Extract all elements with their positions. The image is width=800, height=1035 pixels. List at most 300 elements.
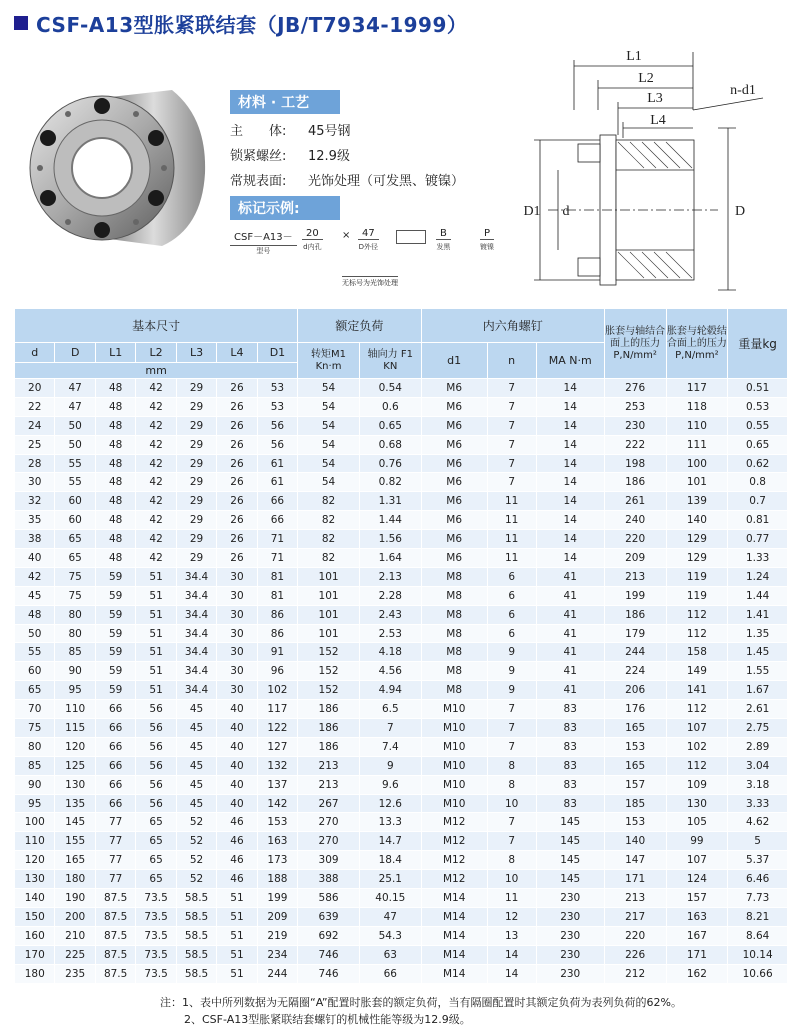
table-cell: 10 bbox=[487, 794, 536, 813]
table-cell: 54 bbox=[298, 473, 360, 492]
header-hex-screw: 内六角螺钉 bbox=[421, 309, 604, 343]
table-cell: 1.31 bbox=[359, 492, 421, 511]
table-cell: 4.18 bbox=[359, 643, 421, 662]
table-cell: 42 bbox=[136, 454, 176, 473]
table-row bbox=[15, 945, 788, 964]
table-cell: 58.5 bbox=[176, 964, 216, 983]
table-cell: 51 bbox=[136, 662, 176, 681]
table-cell: 75 bbox=[55, 586, 95, 605]
table-cell: 1.24 bbox=[728, 567, 788, 586]
table-cell: 14 bbox=[536, 435, 604, 454]
table-cell: 48 bbox=[95, 454, 135, 473]
table-cell: 213 bbox=[298, 775, 360, 794]
table-cell: 60 bbox=[15, 662, 55, 681]
table-cell: M12 bbox=[421, 813, 487, 832]
table-cell: 58.5 bbox=[176, 889, 216, 908]
table-cell: 47 bbox=[55, 397, 95, 416]
material-line: 常规表面: 光饰处理（可发黑、镀镍） bbox=[230, 174, 465, 189]
table-cell: 60 bbox=[55, 492, 95, 511]
table-cell: 235 bbox=[55, 964, 95, 983]
table-cell: 14 bbox=[536, 416, 604, 435]
table-cell: M6 bbox=[421, 379, 487, 398]
table-cell: 26 bbox=[217, 473, 257, 492]
table-cell: 87.5 bbox=[95, 889, 135, 908]
table-cell: 29 bbox=[176, 416, 216, 435]
table-cell: 244 bbox=[257, 964, 297, 983]
table-cell: 99 bbox=[666, 832, 728, 851]
table-cell: 7.73 bbox=[728, 889, 788, 908]
table-cell: 101 bbox=[298, 605, 360, 624]
table-cell: 8 bbox=[487, 756, 536, 775]
table-cell: 198 bbox=[604, 454, 666, 473]
table-cell: 7.4 bbox=[359, 737, 421, 756]
table-cell: 29 bbox=[176, 492, 216, 511]
material-line: 主 体: 45号钢 bbox=[230, 124, 351, 139]
table-cell: 48 bbox=[15, 605, 55, 624]
table-cell: 105 bbox=[666, 813, 728, 832]
table-cell: 48 bbox=[95, 435, 135, 454]
table-cell: 52 bbox=[176, 813, 216, 832]
table-cell: 65 bbox=[136, 813, 176, 832]
table-cell: 48 bbox=[95, 379, 135, 398]
table-cell: 230 bbox=[536, 907, 604, 926]
table-cell: 65 bbox=[55, 549, 95, 568]
table-cell: 118 bbox=[666, 397, 728, 416]
table-cell: 119 bbox=[666, 567, 728, 586]
table-cell: 87.5 bbox=[95, 907, 135, 926]
table-cell: 1.45 bbox=[728, 643, 788, 662]
table-cell: 61 bbox=[257, 454, 297, 473]
table-row bbox=[15, 397, 788, 416]
table-cell: 55 bbox=[55, 473, 95, 492]
table-cell: 13 bbox=[487, 926, 536, 945]
table-cell: 101 bbox=[298, 567, 360, 586]
table-cell: M8 bbox=[421, 624, 487, 643]
table-cell: 66 bbox=[257, 511, 297, 530]
table-cell: 26 bbox=[217, 511, 257, 530]
table-cell: 1.56 bbox=[359, 530, 421, 549]
table-cell: 53 bbox=[257, 379, 297, 398]
table-cell: 40 bbox=[217, 719, 257, 738]
table-cell: 7 bbox=[487, 473, 536, 492]
table-cell: 59 bbox=[95, 681, 135, 700]
table-cell: 56 bbox=[136, 756, 176, 775]
table-cell: 54 bbox=[298, 397, 360, 416]
table-cell: 270 bbox=[298, 832, 360, 851]
table-cell: 73.5 bbox=[136, 907, 176, 926]
table-row bbox=[15, 794, 788, 813]
table-cell: 2.43 bbox=[359, 605, 421, 624]
table-row bbox=[15, 567, 788, 586]
dim-D1: D1 bbox=[523, 204, 541, 219]
table-cell: 10.14 bbox=[728, 945, 788, 964]
table-cell: 9.6 bbox=[359, 775, 421, 794]
table-cell: 1.35 bbox=[728, 624, 788, 643]
col-MA: MA N·m bbox=[536, 343, 604, 379]
table-cell: 230 bbox=[604, 416, 666, 435]
table-cell: 53 bbox=[257, 397, 297, 416]
table-cell: 50 bbox=[15, 624, 55, 643]
table-cell: 14.7 bbox=[359, 832, 421, 851]
table-cell: 77 bbox=[95, 870, 135, 889]
table-cell: 149 bbox=[666, 662, 728, 681]
table-cell: 51 bbox=[136, 567, 176, 586]
table-cell: 130 bbox=[666, 794, 728, 813]
table-cell: 51 bbox=[217, 907, 257, 926]
table-cell: 86 bbox=[257, 624, 297, 643]
table-row bbox=[15, 662, 788, 681]
col-D1: D1 bbox=[257, 343, 297, 363]
table-cell: 71 bbox=[257, 530, 297, 549]
table-cell: 95 bbox=[55, 681, 95, 700]
table-cell: 45 bbox=[176, 794, 216, 813]
table-cell: 45 bbox=[176, 775, 216, 794]
table-cell: 77 bbox=[95, 851, 135, 870]
table-cell: 244 bbox=[604, 643, 666, 662]
table-cell: 267 bbox=[298, 794, 360, 813]
table-cell: 14 bbox=[536, 511, 604, 530]
table-cell: 2.13 bbox=[359, 567, 421, 586]
table-cell: 7 bbox=[487, 416, 536, 435]
header-pressure-shaft: 胀套与轴结合面上的压力P,N/mm² bbox=[604, 309, 666, 379]
table-cell: 30 bbox=[217, 567, 257, 586]
table-cell: 165 bbox=[55, 851, 95, 870]
table-cell: 42 bbox=[136, 416, 176, 435]
table-cell: 224 bbox=[604, 662, 666, 681]
table-cell: 82 bbox=[298, 492, 360, 511]
table-cell: 217 bbox=[604, 907, 666, 926]
table-cell: 29 bbox=[176, 530, 216, 549]
table-cell: 230 bbox=[536, 889, 604, 908]
table-cell: 11 bbox=[487, 492, 536, 511]
table-cell: 101 bbox=[666, 473, 728, 492]
table-cell: 11 bbox=[487, 530, 536, 549]
mark-D: 47 D外径 bbox=[358, 228, 379, 251]
table-cell: 0.55 bbox=[728, 416, 788, 435]
table-cell: 0.65 bbox=[359, 416, 421, 435]
table-row bbox=[15, 813, 788, 832]
table-cell: 29 bbox=[176, 454, 216, 473]
table-cell: 42 bbox=[136, 511, 176, 530]
table-cell: 152 bbox=[298, 681, 360, 700]
notes bbox=[160, 994, 682, 1028]
title-square-icon bbox=[14, 16, 28, 30]
table-cell: 185 bbox=[604, 794, 666, 813]
table-cell: 5 bbox=[728, 832, 788, 851]
table-cell: 40 bbox=[217, 700, 257, 719]
table-cell: 147 bbox=[604, 851, 666, 870]
table-cell: 47 bbox=[55, 379, 95, 398]
table-cell: 7 bbox=[487, 454, 536, 473]
table-row bbox=[15, 492, 788, 511]
table-cell: 129 bbox=[666, 530, 728, 549]
table-cell: 112 bbox=[666, 605, 728, 624]
table-cell: M14 bbox=[421, 889, 487, 908]
table-cell: 10 bbox=[487, 870, 536, 889]
table-cell: 586 bbox=[298, 889, 360, 908]
table-cell: M8 bbox=[421, 605, 487, 624]
table-cell: 170 bbox=[15, 945, 55, 964]
table-cell: 2.75 bbox=[728, 719, 788, 738]
table-cell: 145 bbox=[536, 832, 604, 851]
table-cell: 66 bbox=[95, 737, 135, 756]
table-cell: 107 bbox=[666, 719, 728, 738]
table-cell: M14 bbox=[421, 926, 487, 945]
table-cell: 30 bbox=[217, 662, 257, 681]
table-cell: 14 bbox=[536, 530, 604, 549]
table-cell: 153 bbox=[257, 813, 297, 832]
table-cell: M14 bbox=[421, 964, 487, 983]
table-cell: 130 bbox=[55, 775, 95, 794]
table-cell: 75 bbox=[15, 719, 55, 738]
table-row bbox=[15, 700, 788, 719]
table-cell: 7 bbox=[487, 737, 536, 756]
table-cell: 95 bbox=[15, 794, 55, 813]
table-cell: 1.44 bbox=[728, 586, 788, 605]
table-cell: 83 bbox=[536, 756, 604, 775]
table-cell: 73.5 bbox=[136, 889, 176, 908]
table-cell: 117 bbox=[666, 379, 728, 398]
table-cell: 28 bbox=[15, 454, 55, 473]
table-cell: 186 bbox=[298, 700, 360, 719]
table-cell: M12 bbox=[421, 832, 487, 851]
note-1: 注：1、表中所列数据为无隔圈“A”配置时胀套的额定负荷，当有隔圈配置时其额定负荷为表列负荷的62%。 bbox=[160, 996, 683, 1009]
table-cell: 234 bbox=[257, 945, 297, 964]
table-cell: 26 bbox=[217, 454, 257, 473]
table-cell: 309 bbox=[298, 851, 360, 870]
table-cell: 51 bbox=[136, 643, 176, 662]
table-cell: 56 bbox=[136, 737, 176, 756]
table-cell: 209 bbox=[604, 549, 666, 568]
table-cell: 90 bbox=[15, 775, 55, 794]
table-cell: 100 bbox=[15, 813, 55, 832]
dim-n-d1: n-d1 bbox=[730, 83, 756, 98]
col-n: n bbox=[487, 343, 536, 379]
table-cell: 0.6 bbox=[359, 397, 421, 416]
table-cell: 48 bbox=[95, 397, 135, 416]
table-cell: M8 bbox=[421, 586, 487, 605]
table-cell: 51 bbox=[217, 889, 257, 908]
table-cell: 230 bbox=[536, 945, 604, 964]
table-cell: 186 bbox=[604, 605, 666, 624]
table-cell: 3.33 bbox=[728, 794, 788, 813]
table-cell: 110 bbox=[15, 832, 55, 851]
table-cell: 54 bbox=[298, 379, 360, 398]
table-cell: 66 bbox=[359, 964, 421, 983]
table-cell: 9 bbox=[487, 662, 536, 681]
table-cell: 141 bbox=[666, 681, 728, 700]
table-cell: 137 bbox=[257, 775, 297, 794]
table-cell: 65 bbox=[136, 832, 176, 851]
table-cell: 40 bbox=[217, 756, 257, 775]
table-cell: 70 bbox=[15, 700, 55, 719]
table-cell: 9 bbox=[487, 643, 536, 662]
table-cell: 7 bbox=[487, 435, 536, 454]
table-cell: 112 bbox=[666, 700, 728, 719]
table-cell: 56 bbox=[257, 435, 297, 454]
technical-drawing bbox=[518, 40, 783, 300]
table-cell: 11 bbox=[487, 889, 536, 908]
table-cell: 6 bbox=[487, 586, 536, 605]
table-cell: 190 bbox=[55, 889, 95, 908]
table-cell: 83 bbox=[536, 775, 604, 794]
table-cell: 120 bbox=[15, 851, 55, 870]
table-cell: 66 bbox=[95, 756, 135, 775]
table-cell: 42 bbox=[15, 567, 55, 586]
table-row bbox=[15, 964, 788, 983]
table-cell: 30 bbox=[217, 605, 257, 624]
table-cell: 14 bbox=[487, 964, 536, 983]
table-cell: 56 bbox=[136, 700, 176, 719]
table-cell: 186 bbox=[298, 737, 360, 756]
table-row bbox=[15, 737, 788, 756]
table-cell: 34.4 bbox=[176, 643, 216, 662]
table-cell: 51 bbox=[217, 945, 257, 964]
table-cell: 85 bbox=[15, 756, 55, 775]
table-cell: 176 bbox=[604, 700, 666, 719]
table-row bbox=[15, 549, 788, 568]
table-cell: 14 bbox=[536, 492, 604, 511]
table-cell: 0.53 bbox=[728, 397, 788, 416]
table-cell: 0.76 bbox=[359, 454, 421, 473]
col-L4: L4 bbox=[217, 343, 257, 363]
table-cell: 145 bbox=[536, 870, 604, 889]
table-cell: 14 bbox=[536, 473, 604, 492]
table-cell: 110 bbox=[666, 416, 728, 435]
materials-header: 材料 · 工艺 bbox=[230, 90, 340, 114]
table-cell: 24 bbox=[15, 416, 55, 435]
table-cell: 40 bbox=[15, 549, 55, 568]
dim-d: d bbox=[562, 204, 570, 219]
product-photo bbox=[22, 78, 212, 258]
table-cell: 112 bbox=[666, 756, 728, 775]
table-cell: 102 bbox=[257, 681, 297, 700]
table-cell: 120 bbox=[55, 737, 95, 756]
table-cell: 29 bbox=[176, 397, 216, 416]
table-cell: 111 bbox=[666, 435, 728, 454]
table-cell: 34.4 bbox=[176, 662, 216, 681]
table-cell: 48 bbox=[95, 549, 135, 568]
table-cell: 18.4 bbox=[359, 851, 421, 870]
table-cell: 212 bbox=[604, 964, 666, 983]
table-cell: 87.5 bbox=[95, 964, 135, 983]
table-cell: 54.3 bbox=[359, 926, 421, 945]
table-cell: 65 bbox=[55, 530, 95, 549]
mark-B: B 发黑 bbox=[436, 228, 451, 251]
table-cell: 26 bbox=[217, 492, 257, 511]
table-cell: 14 bbox=[536, 454, 604, 473]
table-cell: 56 bbox=[257, 416, 297, 435]
table-cell: 7 bbox=[487, 832, 536, 851]
table-cell: 59 bbox=[95, 586, 135, 605]
table-cell: 14 bbox=[487, 945, 536, 964]
table-cell: 81 bbox=[257, 586, 297, 605]
table-cell: 52 bbox=[176, 870, 216, 889]
table-cell: 71 bbox=[257, 549, 297, 568]
table-cell: 52 bbox=[176, 851, 216, 870]
col-F1: 轴向力 F1 KN bbox=[359, 343, 421, 379]
marking-section bbox=[230, 196, 550, 288]
table-cell: 34.4 bbox=[176, 624, 216, 643]
table-row bbox=[15, 926, 788, 945]
table-cell: 46 bbox=[217, 870, 257, 889]
table-cell: 129 bbox=[666, 549, 728, 568]
table-cell: 40 bbox=[217, 775, 257, 794]
table-cell: 90 bbox=[55, 662, 95, 681]
table-cell: 40 bbox=[217, 794, 257, 813]
table-cell: 225 bbox=[55, 945, 95, 964]
table-row bbox=[15, 832, 788, 851]
table-cell: 11 bbox=[487, 549, 536, 568]
header-pressure-hub: 胀套与轮毂结合面上的压力P,N/mm² bbox=[666, 309, 728, 379]
table-cell: 30 bbox=[15, 473, 55, 492]
col-d: d bbox=[15, 343, 55, 363]
table-cell: 42 bbox=[136, 530, 176, 549]
table-cell: 206 bbox=[604, 681, 666, 700]
table-cell: 56 bbox=[136, 775, 176, 794]
table-cell: 6 bbox=[487, 605, 536, 624]
table-cell: 25.1 bbox=[359, 870, 421, 889]
table-cell: 158 bbox=[666, 643, 728, 662]
table-cell: 1.41 bbox=[728, 605, 788, 624]
table-cell: 162 bbox=[666, 964, 728, 983]
table-cell: M10 bbox=[421, 756, 487, 775]
table-cell: 219 bbox=[257, 926, 297, 945]
table-cell: 59 bbox=[95, 643, 135, 662]
table-cell: 4.62 bbox=[728, 813, 788, 832]
table-cell: M14 bbox=[421, 907, 487, 926]
table-cell: 8 bbox=[487, 851, 536, 870]
table-cell: 45 bbox=[176, 700, 216, 719]
spec-table bbox=[14, 308, 788, 984]
table-cell: 66 bbox=[95, 700, 135, 719]
table-cell: 1.67 bbox=[728, 681, 788, 700]
table-cell: 54 bbox=[298, 435, 360, 454]
table-cell: 0.62 bbox=[728, 454, 788, 473]
table-cell: M8 bbox=[421, 681, 487, 700]
table-cell: 165 bbox=[604, 719, 666, 738]
table-cell: 51 bbox=[136, 586, 176, 605]
table-cell: 101 bbox=[298, 586, 360, 605]
table-cell: 10.66 bbox=[728, 964, 788, 983]
table-cell: 65 bbox=[136, 851, 176, 870]
table-cell: 41 bbox=[536, 662, 604, 681]
table-cell: 41 bbox=[536, 586, 604, 605]
table-cell: M8 bbox=[421, 662, 487, 681]
table-cell: 75 bbox=[55, 567, 95, 586]
table-cell: 26 bbox=[217, 416, 257, 435]
table-cell: 56 bbox=[136, 794, 176, 813]
table-cell: 83 bbox=[536, 737, 604, 756]
table-cell: 59 bbox=[95, 624, 135, 643]
table-cell: M8 bbox=[421, 643, 487, 662]
table-cell: 0.77 bbox=[728, 530, 788, 549]
table-cell: 101 bbox=[298, 624, 360, 643]
table-cell: 30 bbox=[217, 681, 257, 700]
col-L1: L1 bbox=[95, 343, 135, 363]
table-cell: 40 bbox=[217, 737, 257, 756]
table-cell: 41 bbox=[536, 624, 604, 643]
table-cell: 0.51 bbox=[728, 379, 788, 398]
table-cell: 42 bbox=[136, 473, 176, 492]
table-cell: 12.6 bbox=[359, 794, 421, 813]
mark-model: CSF－A13－ 型号 bbox=[230, 228, 297, 256]
table-cell: 240 bbox=[604, 511, 666, 530]
table-row bbox=[15, 586, 788, 605]
table-cell: 0.8 bbox=[728, 473, 788, 492]
table-cell: 51 bbox=[217, 926, 257, 945]
table-cell: 0.54 bbox=[359, 379, 421, 398]
